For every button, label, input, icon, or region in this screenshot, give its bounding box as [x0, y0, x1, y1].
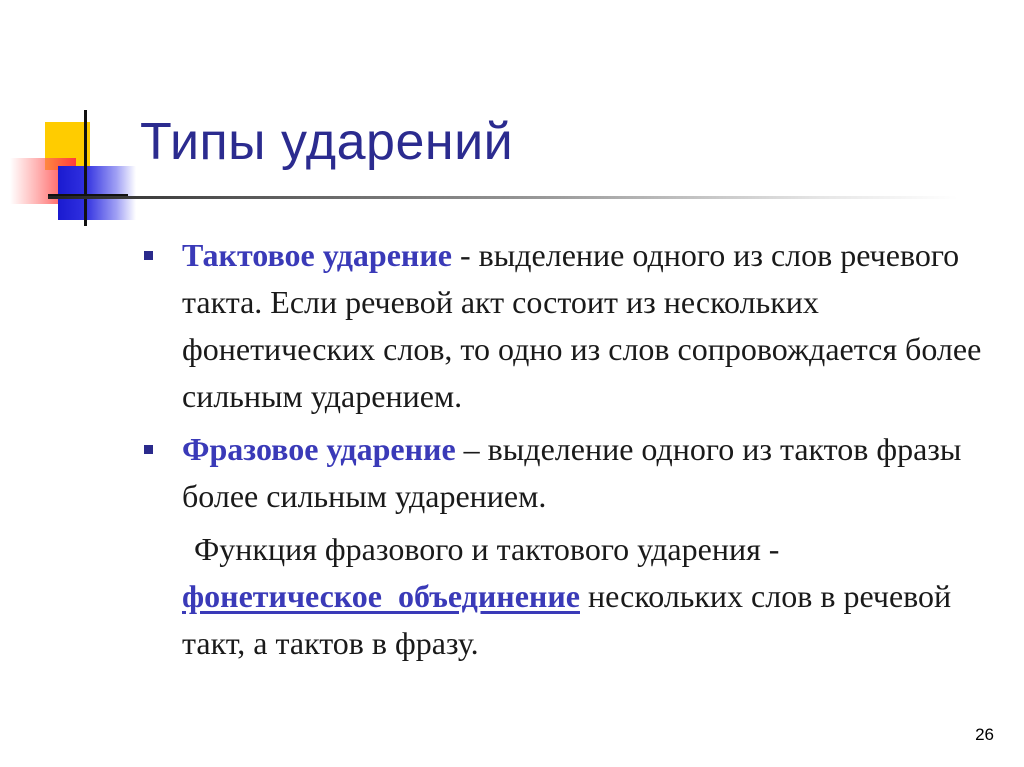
square-bullet-icon	[144, 445, 153, 454]
bullet-item-tact-stress	[140, 232, 1000, 420]
slide-body	[140, 232, 1000, 667]
function-paragraph-end: нескольких слов в речевой такт, а тактов в фразу.	[182, 578, 952, 661]
term-tact-stress: Тактовое ударение	[182, 237, 452, 273]
term-phonetic-union: фонетическое объединение	[182, 578, 580, 614]
square-bullet-icon	[144, 251, 153, 260]
decorative-vertical-line	[84, 110, 87, 226]
function-paragraph	[140, 526, 1000, 667]
slide-title: Типы ударений	[140, 113, 514, 171]
decorative-blue-square	[58, 166, 136, 220]
bullet-item-phrase-stress	[140, 426, 1000, 520]
definition-tact-stress: - выделение одного из слов речевого такта. Если речевой акт состоит из нескольких фонетических слов, то одно из слов сопровождается более сильным ударением.	[182, 237, 982, 414]
title-underline-rule	[48, 196, 958, 199]
definition-phrase-stress: – выделение одного из тактов фразы более сильным ударением.	[182, 431, 962, 514]
term-phrase-stress: Фразовое ударение	[182, 431, 456, 467]
function-paragraph-intro: Функция фразового и тактового ударения -	[194, 531, 780, 567]
page-number: 26	[975, 725, 994, 744]
